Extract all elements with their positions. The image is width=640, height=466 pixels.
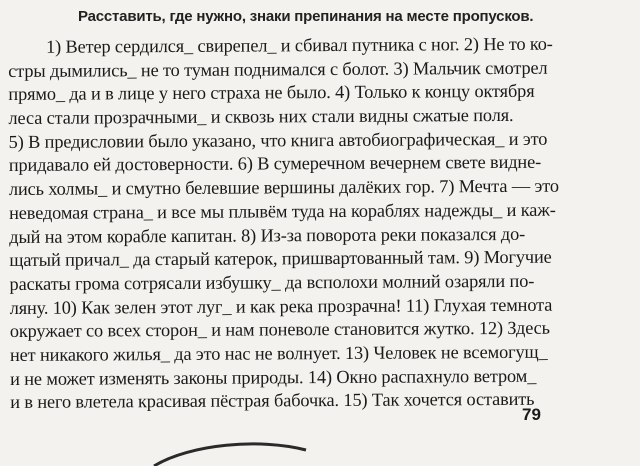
text-line: 1) Ветер сердился_ свирепел_ и сбивал путника с ног. 2) Не то ко- [46, 33, 553, 57]
page-edge-decoration [150, 436, 310, 466]
text-line: лись холмы_ и смутно белевшие вершины далёких гор. 7) Мечта — это [8, 175, 559, 200]
exercise-text [8, 32, 640, 415]
text-line: неведомая страна_ и все мы плывём туда на кораблях надежды_ и каж- [9, 199, 556, 223]
text-line: раскаты грома сотрясали избушку_ да всполохи молний озаряли по- [9, 270, 535, 294]
text-line: леса стали прозрачными_ и сквозь них стали видны сжатые поля. [8, 104, 514, 129]
text-line: щатый причал_ да старый катерок, пришвартованный там. 9) Могучие [9, 246, 552, 271]
text-line: и в него влетела красивая пёстрая бабочка. 15) Так хочется оставить [10, 389, 535, 413]
text-line: нет никакого жилья_ да это нас не волнует. 13) Человек не всемогущ_ [9, 341, 548, 365]
text-line: ляну. 10) Как зелен этот луг_ и как река прозрачна! 11) Глухая темнота [9, 294, 553, 318]
page-number: 79 [522, 405, 541, 424]
text-line: и не может изменять законы природы. 14) Окно распахнуло ветром_ [10, 365, 537, 389]
text-line: 5) В предисловии было указано, что книга автобиографическая_ и это [8, 128, 548, 152]
text-line: дый на этом корабле капитан. 8) Из-за поворота реки показался до- [9, 223, 526, 247]
exercise-instruction: Расставить, где нужно, знаки препинания на месте пропусков. [78, 8, 534, 25]
text-line: стры дымились_ не то туман поднимался с болот. 3) Мальчик смотрел [8, 57, 548, 81]
text-line: прямо_ да и в лице у него страха не было. 4) Только к концу октября [8, 81, 535, 105]
text-line: придавало ей достоверности. 6) В сумеречном вечернем свете видне- [8, 152, 542, 176]
text-line: окружает со всех сторон_ и нам поневоле становится жутко. 12) Здесь [9, 317, 550, 342]
